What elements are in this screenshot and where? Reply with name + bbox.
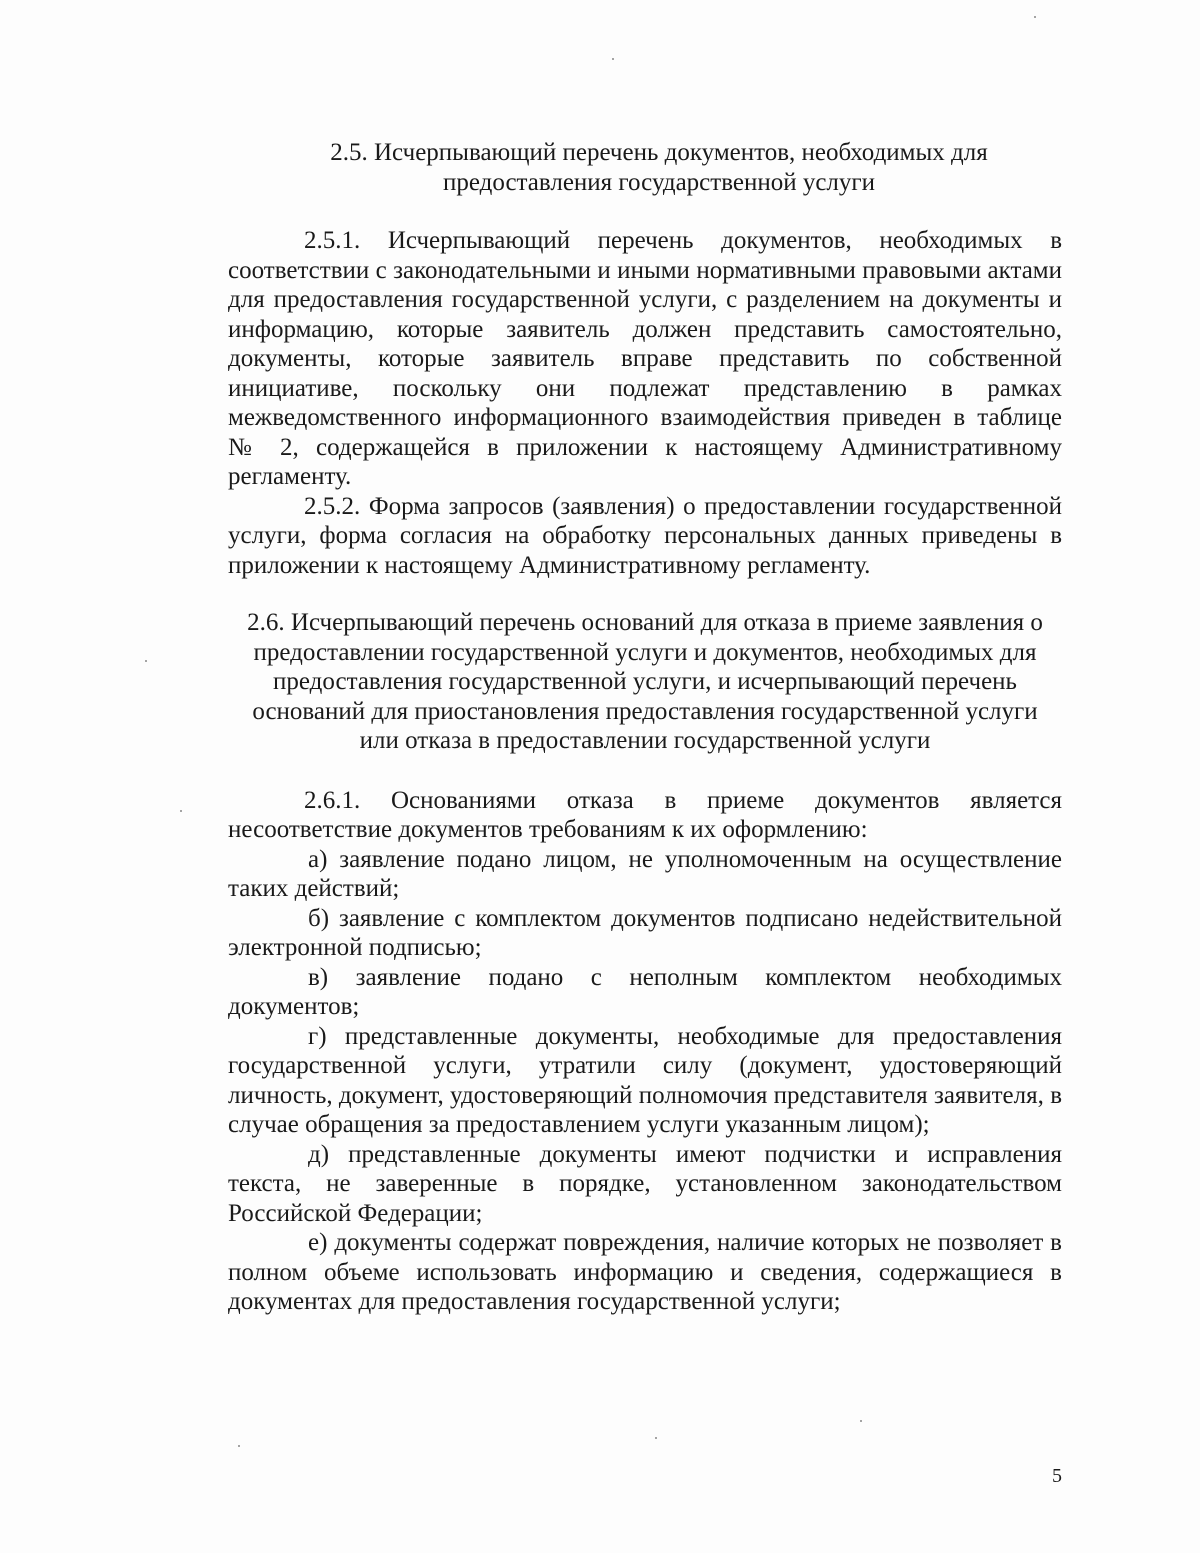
section-2-6-heading-line4: оснований для приостановления предоставления государственной услуги [252,697,1038,725]
section-2-6-heading-line1: 2.6. Исчерпывающий перечень оснований для отказа в приеме заявления о [247,609,1043,636]
list-item-e: е) документы содержат повреждения, наличие которых не позволяет в полном объеме использовать информацию и сведения, содержащиеся в документах для предоставления государственной услуги; [228,1229,1062,1315]
paragraph-2-5-1: 2.5.1. Исчерпывающий перечень документов, необходимых в соответствии с законодательными и иными нормативными правовыми актами для предоставления государственной услуги, с разделением на документы и информацию, которые заявитель должен представить самостоятельно, документы, которые заявитель вправе представить по собственной инициативе, поскольку они подлежат представлению в рамках межведомственного информационного взаимодействия приведен в таблице № 2, содержащейся в приложении к настоящему Административному регламенту. [228,227,1062,490]
section-2-6-heading [228,608,1062,756]
section-2-6-heading-line5: или отказа в предоставлении государственной услуги [359,727,931,754]
refusal-grounds-list [228,845,1062,1317]
list-item-g: г) представленные документы, необходимые для предоставления государственной услуги, утратили силу (документ, удостоверяющий личность, документ, удостоверяющий полномочия представителя заявителя, в случае обращения за предоставлением услуги указанным лицом); [228,1022,1062,1138]
section-2-5-heading-line2: предоставления государственной услуги [442,168,876,196]
list-item-v: в) заявление подано с неполным комплектом необходимых документов; [228,963,1062,1020]
list-item-d: д) представленные документы имеют подчистки и исправления текста, не заверенные в порядке, установленном законодательством Российской Федерации; [228,1140,1062,1227]
section-2-6-heading-line3: предоставления государственной услуги, и исчерпывающий перечень [273,668,1017,695]
paragraph-2-6-1: 2.6.1. Основаниями отказа в приеме документов является несоответствие документов требованиям к их оформлению: [228,786,1062,843]
list-item-b: б) заявление с комплектом документов подписано недействительной электронной подписью; [228,904,1062,961]
list-item-a: а) заявление подано лицом, не уполномоченным на осуществление таких действий; [228,845,1062,902]
section-2-5-heading-line1: 2.5. Исчерпывающий перечень документов, необходимых для [330,139,988,166]
paragraph-2-5-2: 2.5.2. Форма запросов (заявления) о предоставлении государственной услуги, форма согласия на обработку персональных данных приведены в приложении к настоящему Административному регламенту. [228,492,1062,579]
section-2-5-heading [246,138,1072,197]
document-body [228,138,1062,1317]
page-number: 5 [1052,1465,1062,1487]
section-2-6-heading-line2: предоставлении государственной услуги и документов, необходимых для [253,638,1037,666]
